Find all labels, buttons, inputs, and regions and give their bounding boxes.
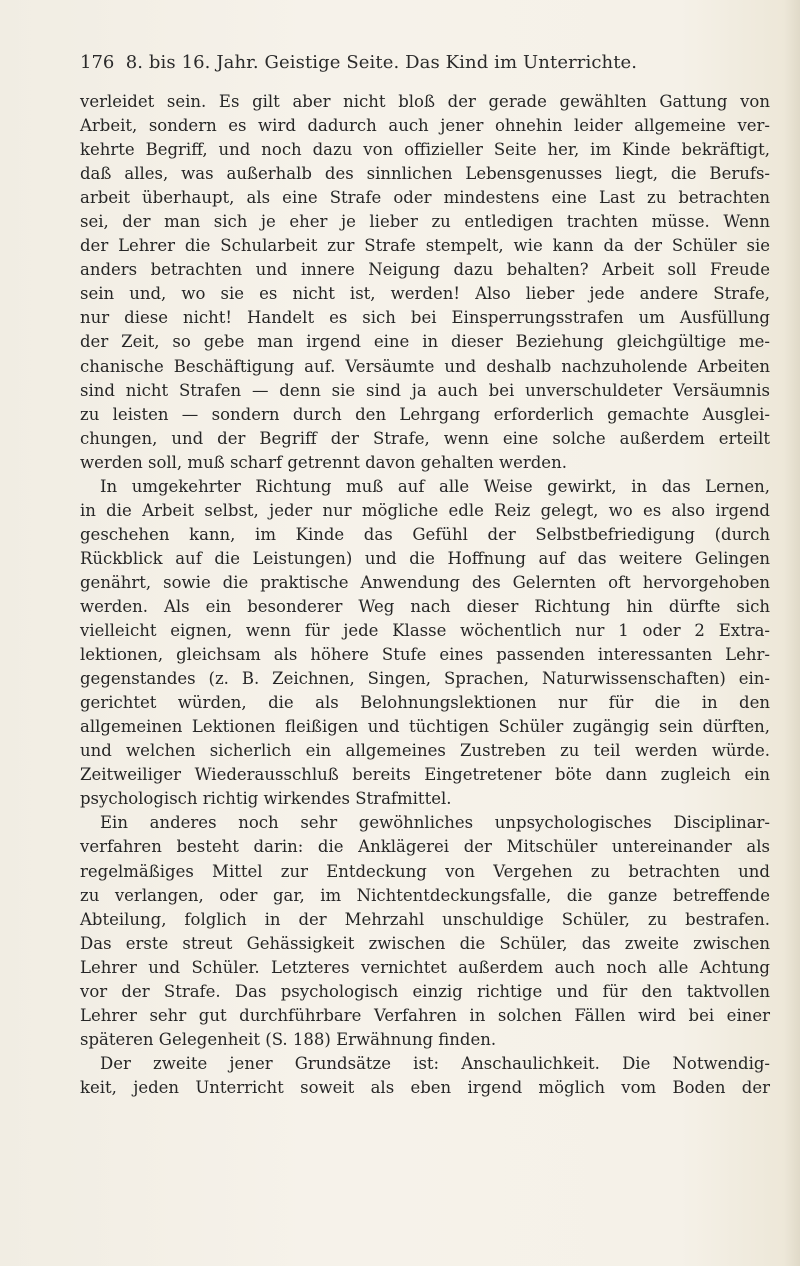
text-line: Lehrer und Schüler. Letzteres vernichtet außerdem auch noch alle Achtung	[80, 957, 770, 977]
text-line: in die Arbeit selbst, jeder nur mögliche edle Reiz gelegt, wo es also irgend	[80, 500, 770, 520]
text-line: gegenstandes (z. B. Zeichnen, Singen, Sprachen, Naturwissenschaften) ein-	[80, 669, 770, 689]
text-line: sein und, wo sie es nicht ist, werden! Also lieber jede andere Strafe,	[80, 284, 770, 304]
text-line: Abteilung, folglich in der Mehrzahl unschuldige Schüler, zu bestrafen.	[80, 909, 770, 929]
text-line: lektionen, gleichsam als höhere Stufe eines passenden interessanten Lehr-	[80, 645, 770, 665]
text-line: zu leisten — sondern durch den Lehrgang erforderlich gemachte Ausglei-	[80, 404, 770, 424]
body-text	[80, 90, 770, 1100]
text-line: keit, jeden Unterricht soweit als eben irgend möglich vom Boden der	[80, 1077, 770, 1097]
text-line: verleidet sein. Es gilt aber nicht bloß der gerade gewählten Gattung von	[80, 92, 770, 111]
text-line: arbeit überhaupt, als eine Strafe oder mindestens eine Last zu betrachten	[80, 188, 770, 208]
text-line: geschehen kann, im Kinde das Gefühl der Selbstbefriedigung (durch	[80, 524, 770, 544]
text-line: sei, der man sich je eher je lieber zu entledigen trachten müsse. Wenn	[80, 212, 770, 232]
text-line: regelmäßiges Mittel zur Entdeckung von Vergehen zu betrachten und	[80, 861, 770, 881]
text-line: In umgekehrter Richtung muß auf alle Weise gewirkt, in das Lernen,	[100, 476, 770, 496]
running-head-title: 8. bis 16. Jahr. Geistige Seite. Das Kind im Unterrichte.	[125, 52, 638, 73]
text-line: Zeitweiliger Wiederausschluß bereits Eingetretener böte dann zugleich ein	[80, 765, 770, 785]
page-edge-shadow	[784, 0, 800, 1266]
text-line: werden. Als ein besonderer Weg nach dieser Richtung hin dürfte sich	[80, 596, 770, 616]
text-line: Der zweite jener Grundsätze ist: Anschaulichkeit. Die Notwendig-	[100, 1053, 770, 1073]
running-header	[80, 52, 730, 73]
text-line: chanische Beschäftigung auf. Versäumte und deshalb nachzuholende Arbeiten	[80, 356, 770, 376]
text-line: Lehrer sehr gut durchführbare Verfahren in solchen Fällen wird bei einer	[80, 1005, 770, 1025]
text-line: psychologisch richtig wirkendes Strafmittel.	[80, 789, 452, 809]
text-line: nur diese nicht! Handelt es sich bei Einsperrungsstrafen um Ausfüllung	[80, 308, 770, 328]
text-line: und welchen sicherlich ein allgemeines Zustreben zu teil werden würde.	[80, 741, 770, 761]
text-line: Das erste streut Gehässigkeit zwischen die Schüler, das zweite zwischen	[80, 933, 770, 953]
text-line: gerichtet würden, die als Belohnungslektionen nur für die in den	[80, 693, 770, 713]
text-line: späteren Gelegenheit (S. 188) Erwähnung finden.	[80, 1029, 497, 1049]
text-line: anders betrachten und innere Neigung dazu behalten? Arbeit soll Freude	[80, 260, 770, 280]
text-line: der Lehrer die Schularbeit zur Strafe stempelt, wie kann da der Schüler sie	[80, 236, 770, 256]
text-line: der Zeit, so gebe man irgend eine in dieser Beziehung gleichgültige me-	[80, 332, 770, 352]
text-line: sind nicht Strafen — denn sie sind ja auch bei unverschuldeter Versäumnis	[80, 380, 770, 400]
text-line: werden soll, muß scharf getrennt davon gehalten werden.	[80, 452, 567, 472]
text-line: allgemeinen Lektionen fleißigen und tüchtigen Schüler zugängig sein dürften,	[80, 717, 770, 737]
text-line: genährt, sowie die praktische Anwendung des Gelernten oft hervorgehoben	[80, 572, 770, 592]
page-number: 176	[80, 52, 115, 73]
text-line: vielleicht eignen, wenn für jede Klasse wöchentlich nur 1 oder 2 Extra-	[80, 621, 770, 641]
text-line: Rückblick auf die Leistungen) und die Hoffnung auf das weitere Gelingen	[80, 548, 770, 568]
text-line: chungen, und der Begriff der Strafe, wenn eine solche außerdem erteilt	[80, 428, 770, 448]
text-line: zu verlangen, oder gar, im Nichtentdeckungsfalle, die ganze betreffende	[80, 885, 770, 905]
text-line: vor der Strafe. Das psychologisch einzig richtige und für den taktvollen	[80, 981, 770, 1001]
text-line: Arbeit, sondern es wird dadurch auch jener ohnehin leider allgemeine ver-	[80, 116, 770, 136]
text-line: verfahren besteht darin: die Anklägerei der Mitschüler untereinander als	[80, 837, 770, 857]
text-line: Ein anderes noch sehr gewöhnliches unpsychologisches Disciplinar-	[100, 813, 770, 833]
text-line: kehrte Begriff, und noch dazu von offizieller Seite her, im Kinde bekräftigt,	[80, 140, 770, 160]
text-line: daß alles, was außerhalb des sinnlichen Lebensgenusses liegt, die Berufs-	[80, 164, 770, 184]
